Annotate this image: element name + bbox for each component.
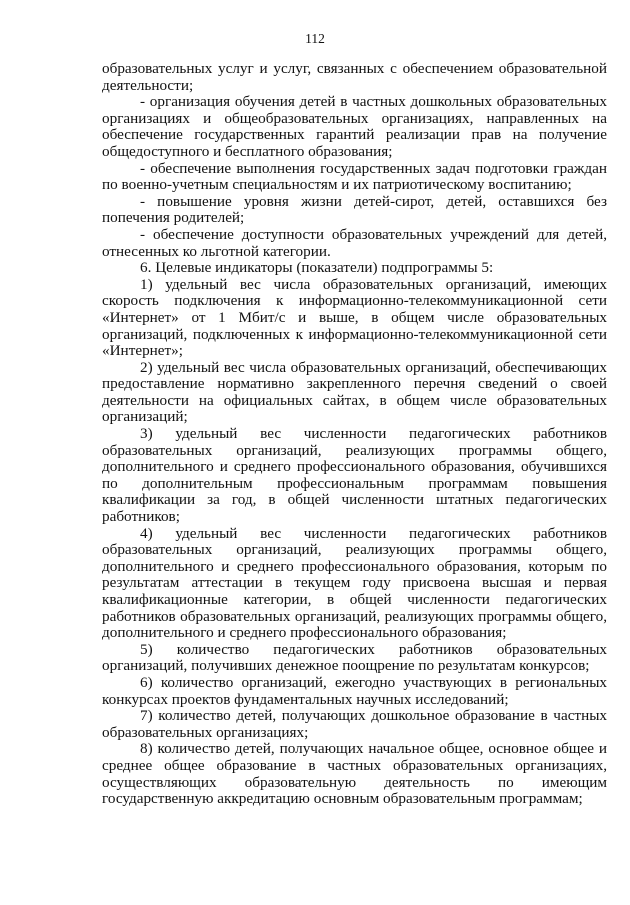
indicator-item-6: 6) количество организаций, ежегодно участвующих в региональных конкурсах проектов фундаментальных научных исследований; [102,673,607,708]
document-body [102,61,607,808]
indicator-item-7: 7) количество детей, получающих дошкольное образование в частных образовательных организациях; [102,707,607,741]
indicator-item-1: 1) удельный вес числа образовательных организаций, имеющих скорость подключения к информационно-телекоммуникационной сети «Интернет» от 1 Мбит/с и выше, в общем числе образовательных организаций, подключенных к информационно-телекоммуникационной сети «Интернет»; [102,275,607,360]
page-number: 112 [305,31,325,46]
indicator-item-4: 4) удельный вес численности педагогических работников образовательных организаций, реализующих программы общего, дополнительного и среднего профессионального образования, которым по результатам аттестации в текущем году присвоена высшая и первая квалификационные категории, в общей численности педагогических работников образовательных организаций, реализующих программы общего, дополнительного и среднего профессионального образования; [102,524,607,642]
indicator-item-3: 3) удельный вес численности педагогических работников образовательных организаций, реализующих программы общего, дополнительного и среднего профессионального образования, обучившихся по дополнительным профессиональным программам повышения квалификации за год, в общей численности штатных педагогических работников; [102,425,607,526]
indicator-item-5: 5) количество педагогических работников образовательных организаций, получивших денежное поощрение по результатам конкурсов; [102,640,607,675]
indicator-item-2: 2) удельный вес числа образовательных организаций, обеспечивающих предоставление нормативно закрепленного перечня сведений о своей деятельности на официальных сайтах, в общем числе образовательных организаций; [102,358,607,426]
section-heading-indicators: 6. Целевые индикаторы (показатели) подпрограммы 5: [140,259,494,277]
paragraph-continuation: образовательных услуг и услуг, связанных с обеспечением образовательной деятельности; [102,60,607,94]
list-item-military-training: - обеспечение выполнения государственных задач подготовки граждан по военно-учетным специальностям и их патриотическому воспитанию; [102,159,607,194]
list-item-orphans-living-standard: - повышение уровня жизни детей-сирот, детей, оставшихся без попечения родителей; [102,192,607,227]
list-item-accessibility: - обеспечение доступности образовательных учреждений для детей, отнесенных ко льготной категории. [102,225,607,260]
indicator-item-8: 8) количество детей, получающих начальное общее, основное общее и среднее общее образование в частных образовательных организациях, осуществляющих образовательную деятельность по имеющим государственную аккредитацию основным образовательным программам; [102,740,607,808]
list-item-private-preschool: - организация обучения детей в частных дошкольных образовательных организациях и общеобразовательных организациях, направленных на обеспечение государственных гарантий реализации прав на получение общедоступного и бесплатного образования; [102,93,607,160]
